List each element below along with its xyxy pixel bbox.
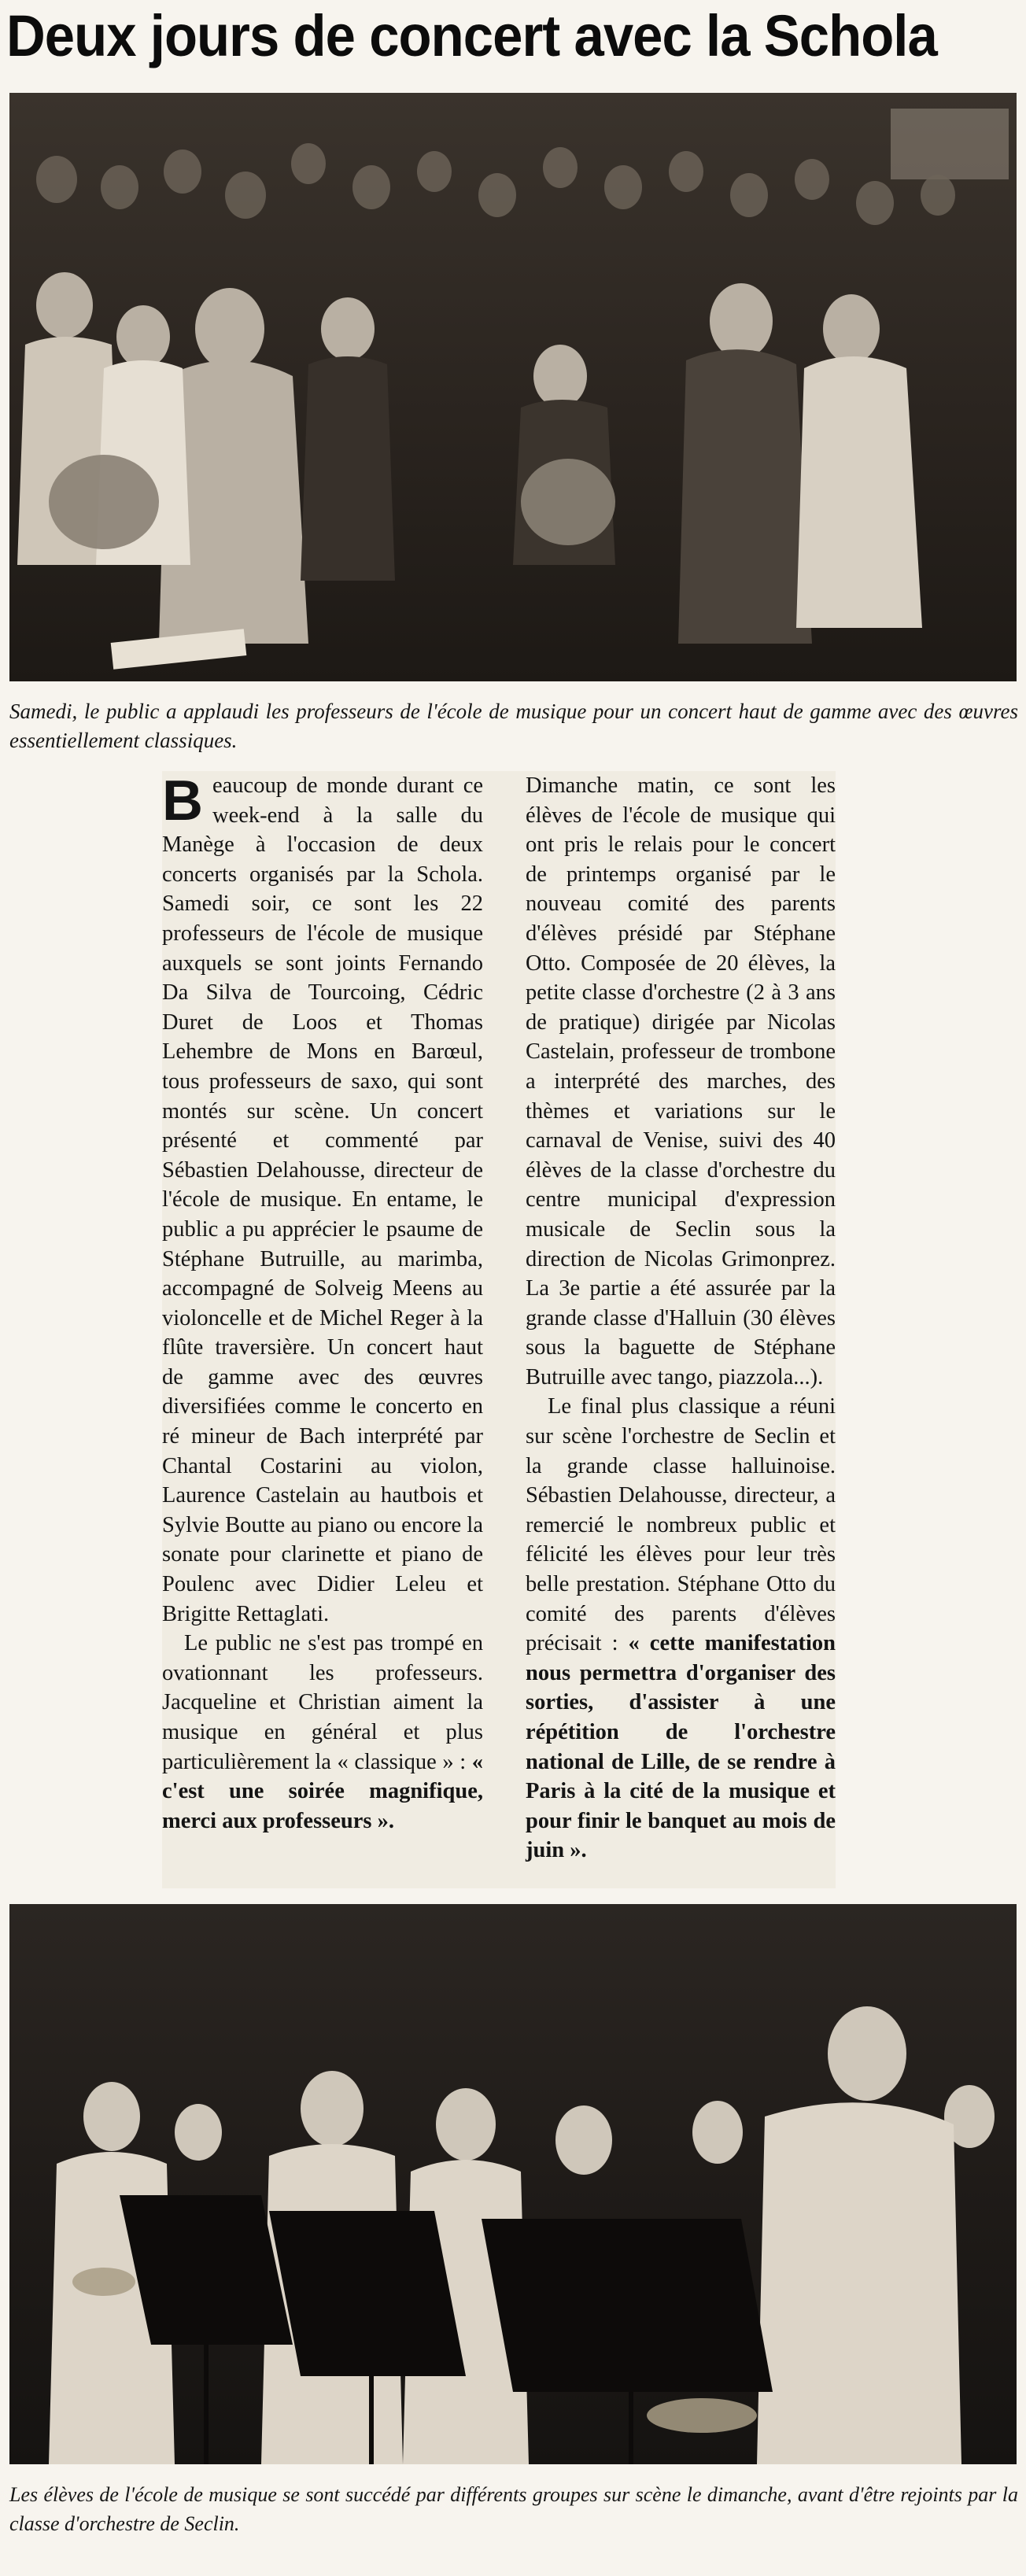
col1-paragraph-2: Le public ne s'est pas trompé en ovationnant les professeurs. Jacqueline et Christian aiment la musique en général et plus particulièrement la « classique » : bbox=[162, 1631, 483, 1774]
orchestra-illustration bbox=[9, 1904, 1017, 2464]
article-body bbox=[162, 771, 836, 1888]
audience-illustration bbox=[9, 93, 1017, 681]
photo2-caption: Les élèves de l'école de musique se sont succédé par différents groupes sur scène le dimanche, avant d'être rejoints par la classe d'orchestre de Seclin. bbox=[9, 2483, 1018, 2535]
col2-paragraph-1: Dimanche matin, ce sont les élèves de l'école de musique qui ont pris le relais pour le concert de printemps organisé par le nouveau comité des parents d'élèves présidé par Stéphane Otto. Composée de 20 élèves, la petite classe d'orchestre (2 à 3 ans de pratique) dirigée par Nicolas Castelain, professeur de trombone a interprété des marches, des thèmes et variations sur le carnaval de Venise, suivi des 40 élèves de la classe d'orchestre du centre municipal d'expression musicale de Seclin sous la direction de Nicolas Grimonprez. La 3e partie a été assurée par la grande classe d'Halluin (30 élèves sous la baguette de Stéphane Butruille avec tango, piazzola...). bbox=[526, 773, 836, 1389]
headline: Deux jours de concert avec la Schola bbox=[6, 3, 937, 68]
article-column-1 bbox=[162, 771, 483, 1836]
col2-quote: « cette manifestation nous permettra d'organiser des sorties, d'assister à une répétition de l'orchestre national de Lille, de se rendre à Paris à la cité de la musique et pour finir le banquet au mois de juin ». bbox=[526, 1631, 836, 1863]
col2-paragraph-2: Le final plus classique a réuni sur scène l'orchestre de Seclin et la grande classe halluinoise. Sébastien Delahousse, directeur, a remercié le nombreux public et félicité les élèves pour leur très belle prestation. Stéphane Otto du comité des parents d'élèves précisait : bbox=[526, 1394, 836, 1656]
drop-cap: B bbox=[162, 769, 203, 832]
photo1-caption: Samedi, le public a applaudi les professeurs de l'école de musique pour un concert haut de gamme avec des œuvres essentiellement classiques. bbox=[9, 699, 1018, 752]
orchestra-photo bbox=[9, 1904, 1017, 2464]
col1-paragraph-1: eaucoup de monde durant ce week-end à la salle du Manège à l'occasion de deux concerts organisés par la Schola. Samedi soir, ce sont les 22 professeurs de l'école de musique auxquels se sont joints Fernando Da Silva de Tourcoing, Cédric Duret de Loos et Thomas Lehembre de Mons en Barœul, tous professeurs de saxo, qui sont montés sur scène. Un concert présenté et commenté par Sébastien Delahousse, directeur de l'école de musique. En entame, le public a pu apprécier le psaume de Stéphane Butruille, au marimba, accompagné de Solveig Meens au violoncelle et de Michel Reger à la flûte traversière. Un concert haut de gamme avec des œuvres diversifiées comme le concerto en ré mineur de Bach interprété par Chantal Costarini au violon, Laurence Castelain au hautbois et Sylvie Boutte au piano ou encore la sonate pour clarinette et piano de Poulenc avec Didier Leleu et Brigitte Rettaglati. bbox=[162, 773, 483, 1626]
audience-photo bbox=[9, 93, 1017, 681]
col1-quote: « c'est une soirée magnifique, merci aux professeurs ». bbox=[162, 1749, 483, 1833]
article-column-2 bbox=[526, 771, 836, 1866]
